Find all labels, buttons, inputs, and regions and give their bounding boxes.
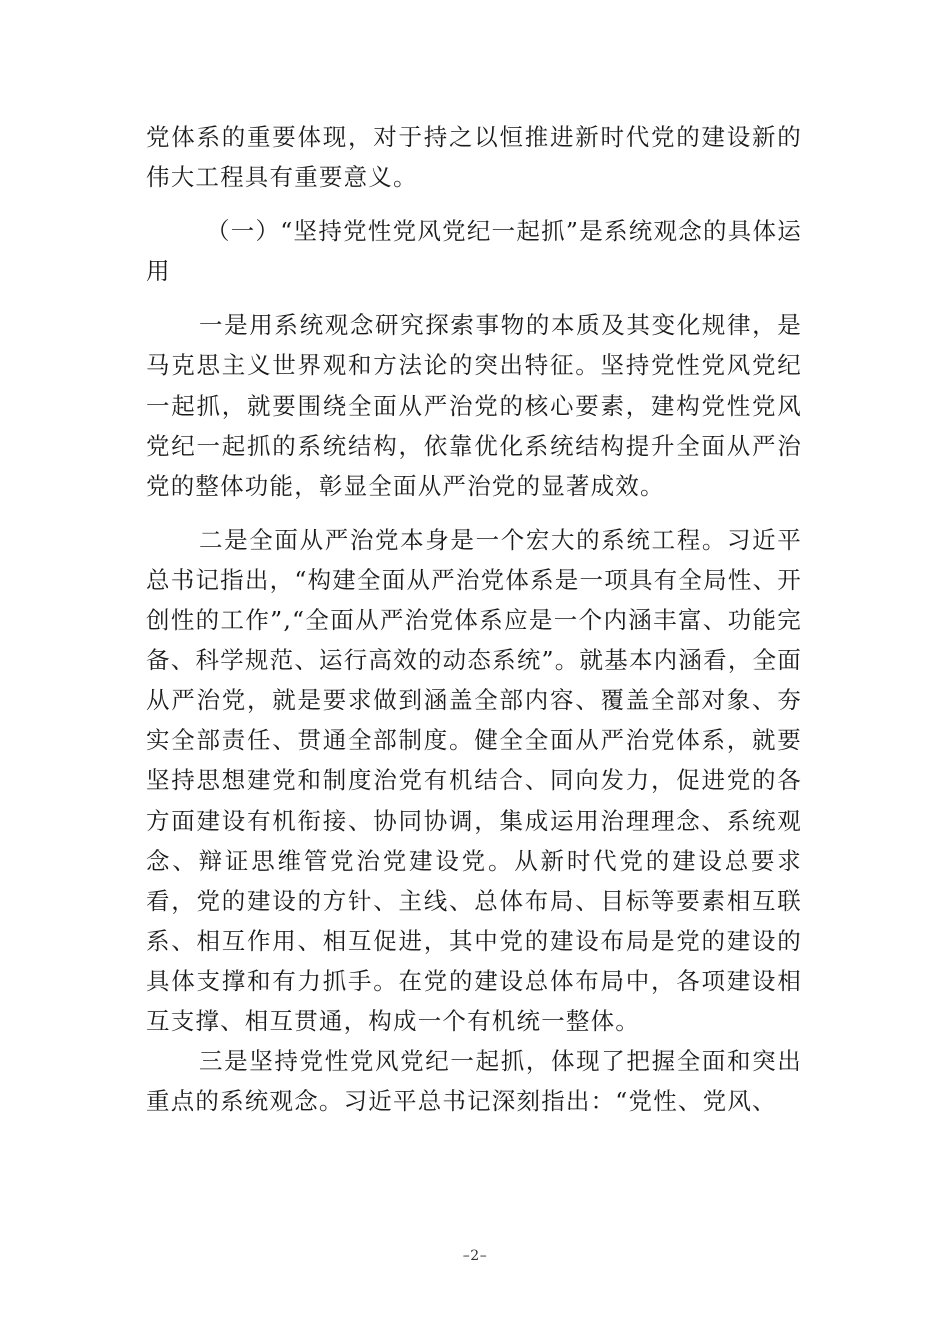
page-number: –2–	[462, 1248, 488, 1264]
paragraph-second-point: 二是全面从严治党本身是一个宏大的系统工程。习近平总书记指出，“构建全面从严治党体系是一项具有全局性、开创性的工作”,“全面从严治党体系应是一个内涵丰富、功能完备、科学规范、运行高效的动态系统”。就基本内涵看，全面从严治党，就是要求做到涵盖全部内容、覆盖全部对象、夯实全部责任、贯通全部制度。健全全面从严治党体系，就要坚持思想建党和制度治党有机结合、同向发力，促进党的各方面建设有机衔接、协同协调，集成运用治理理念、系统观念、辩证思维管党治党建设党。从新时代党的建设总要求看，党的建设的方针、主线、总体布局、目标等要素相互联系、相互作用、相互促进，其中党的建设布局是党的建设的具体支撑和有力抓手。在党的建设总体布局中，各项建设相互支撑、相互贯通，构成一个有机统一整体。	[146, 525, 802, 1035]
paragraph-third-point: 三是坚持党性党风党纪一起抓，体现了把握全面和突出重点的系统观念。习近平总书记深刻指出：“党性、党风、	[146, 1047, 802, 1116]
paragraph-first-point: 一是用系统观念研究探索事物的本质及其变化规律，是马克思主义世界观和方法论的突出特征。坚持党性党风党纪一起抓，就要围绕全面从严治党的核心要素，建构党性党风党纪一起抓的系统结构，依靠优化系统结构提升全面从严治党的整体功能，彰显全面从严治党的显著成效。	[146, 311, 802, 500]
section-heading: （一）“坚持党性党风党纪一起抓”是系统观念的具体运用	[146, 217, 802, 286]
document-body	[146, 117, 802, 1121]
paragraph-continuation: 党体系的重要体现，对于持之以恒推进新时代党的建设新的伟大工程具有重要意义。	[146, 123, 802, 192]
